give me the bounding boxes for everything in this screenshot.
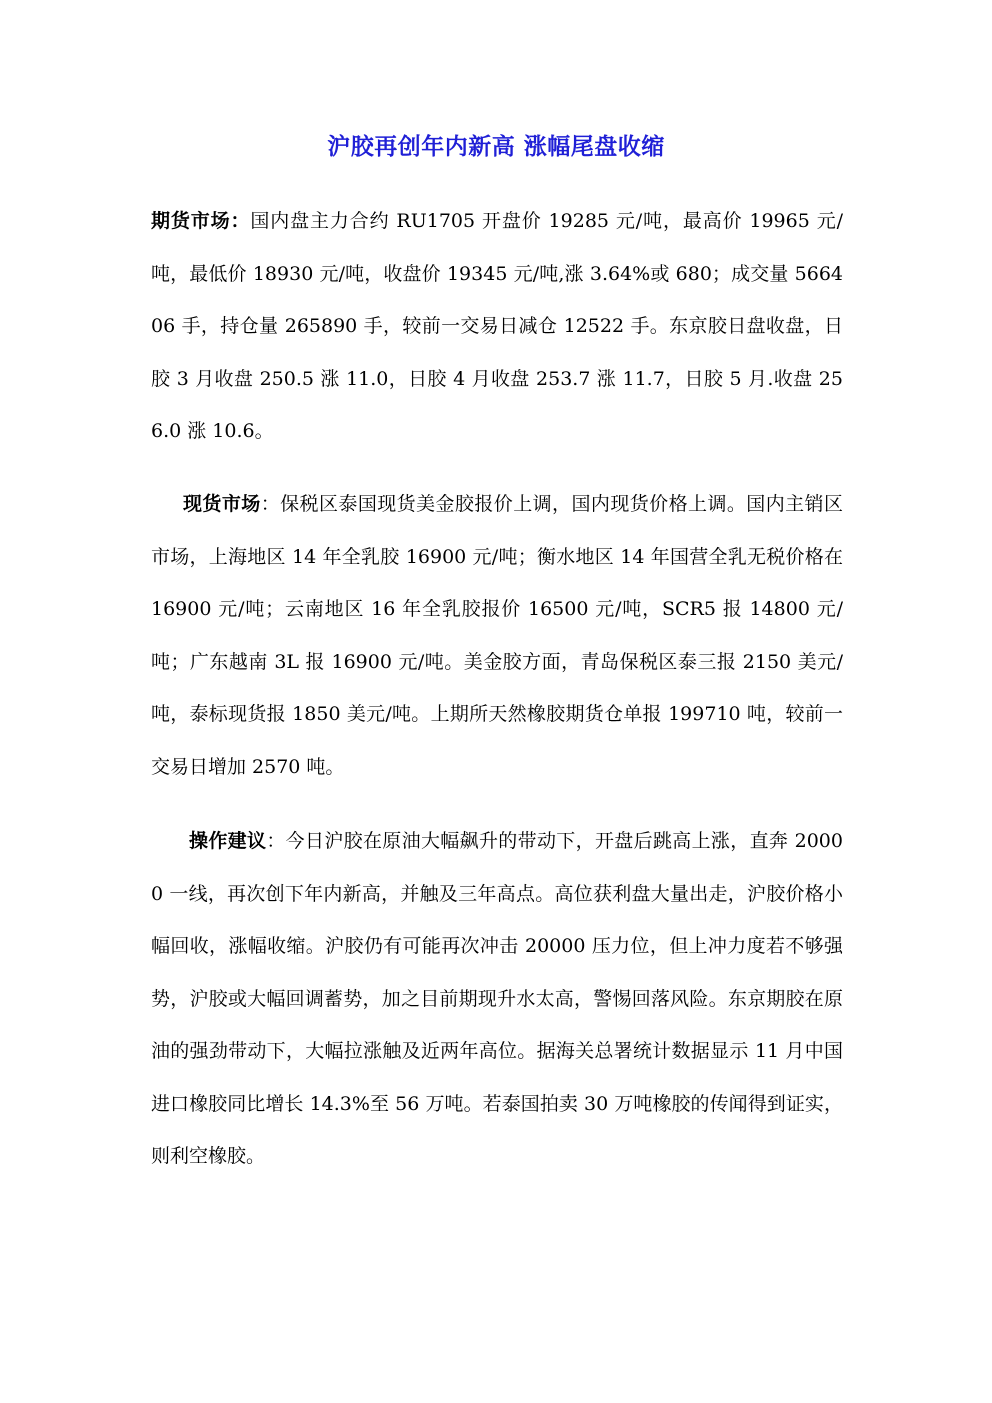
- operation-advice-paragraph: [151, 815, 843, 1183]
- spot-market-heading: 现货市场: [183, 493, 261, 515]
- operation-advice-body: ：今日沪胶在原油大幅飙升的带动下，开盘后跳高上涨，直奔 20000 一线，再次创下年内新高，并触及三年高点。高位获利盘大量出走，沪胶价格小幅回收，涨幅收缩。沪胶仍有可能再次冲击 20000 压力位，但上冲力度若不够强势，沪胶或大幅回调蓄势，加之目前期现升水太高，警惕回落风险。东京期胶在原油的强劲带动下，大幅拉涨触及近两年高位。据海关总署统计数据显示 11 月中国进口橡胶同比增长 14.3%至 56 万吨。若泰国拍卖 30 万吨橡胶的传闻得到证实，则利空橡胶。: [151, 830, 843, 1167]
- futures-market-heading: 期货市场：: [151, 210, 251, 232]
- futures-market-body: 国内盘主力合约 RU1705 开盘价 19285 元/吨，最高价 19965 元/吨，最低价 18930 元/吨，收盘价 19345 元/吨,涨 3.64%或 680；成交量 566406 手，持仓量 265890 手，较前一交易日减仓 12522 手。东京胶日盘收盘，日胶 3 月收盘 250.5 涨 11.0，日胶 4 月收盘 253.7 涨 11.7，日胶 5 月.收盘 256.0 涨 10.6。: [151, 210, 843, 442]
- spot-market-body: ：保税区泰国现货美金胶报价上调，国内现货价格上调。国内主销区市场，上海地区 14 年全乳胶 16900 元/吨；衡水地区 14 年国营全乳无税价格在 16900 元/吨；云南地区 16 年全乳胶报价 16500 元/吨，SCR5 报 14800 元/吨；广东越南 3L 报 16900 元/吨。美金胶方面，青岛保税区泰三报 2150 美元/吨，泰标现货报 1850 美元/吨。上期所天然橡胶期货仓单报 199710 吨，较前一交易日增加 2570 吨。: [151, 493, 843, 778]
- spot-market-paragraph: [151, 478, 843, 793]
- operation-advice-heading: 操作建议: [189, 830, 267, 852]
- document-title: 沪胶再创年内新高 涨幅尾盘收缩: [327, 133, 665, 160]
- futures-market-paragraph: [151, 195, 843, 458]
